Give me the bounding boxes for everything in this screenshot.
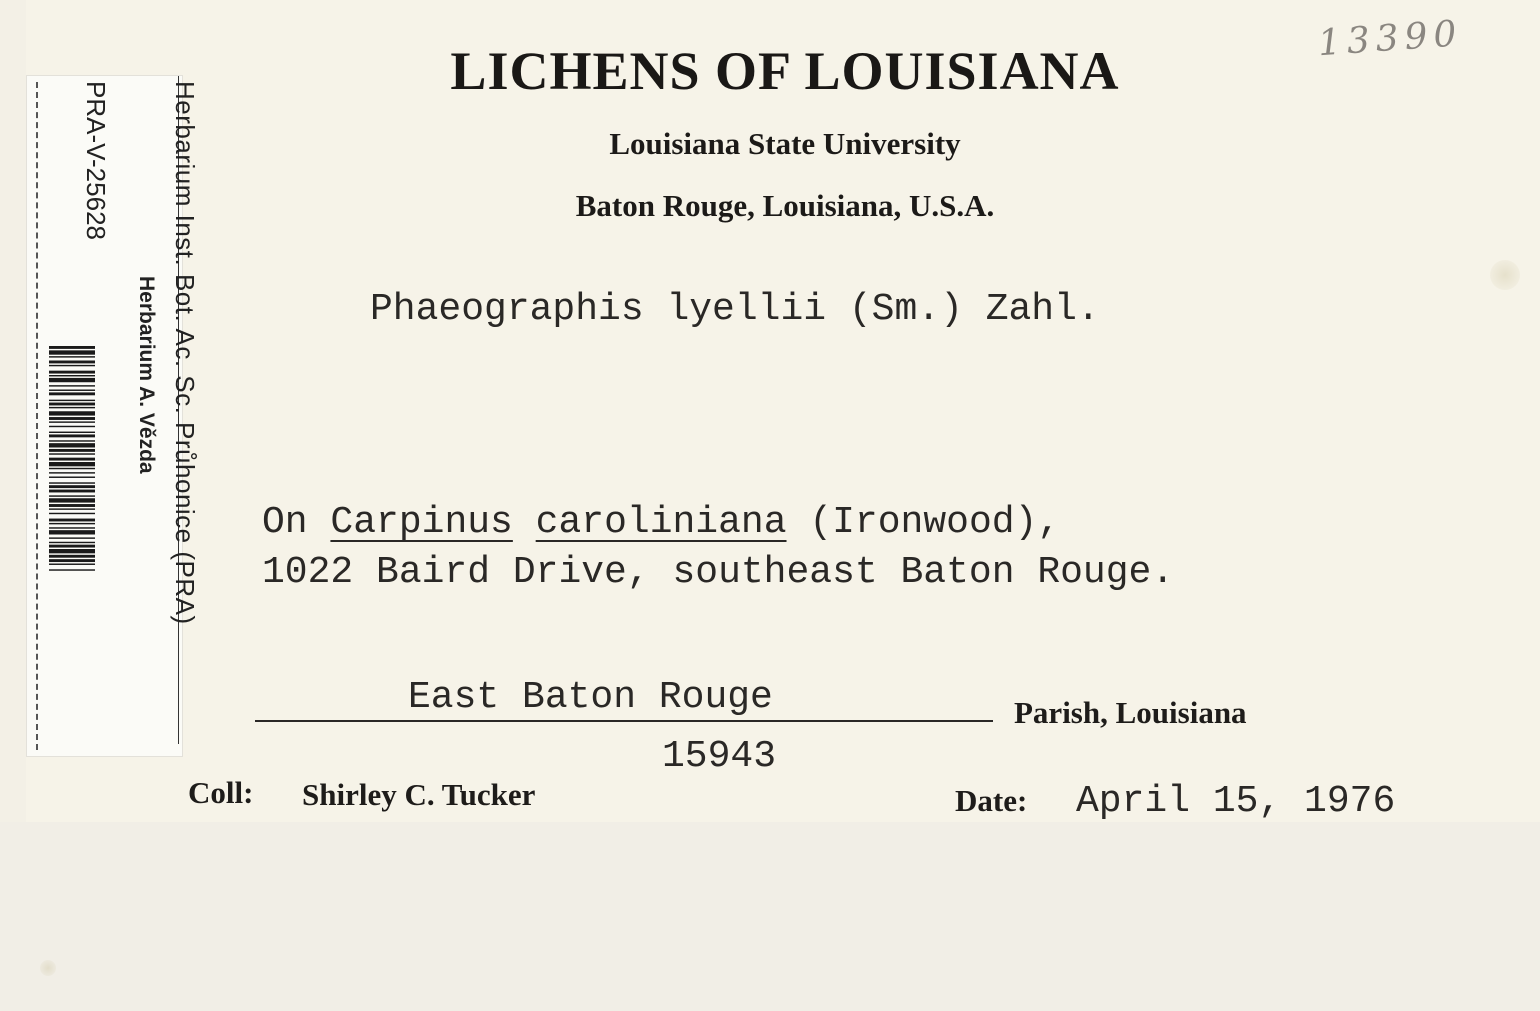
substrate-genus: Carpinus (330, 501, 513, 544)
barcode-bar (49, 365, 95, 366)
barcode-bar (49, 361, 95, 364)
barcode-bar (49, 495, 95, 496)
barcode-bar (49, 498, 95, 502)
locality-prefix: On (262, 501, 331, 544)
barcode-bar (49, 545, 95, 548)
barcode-bar (49, 400, 95, 401)
sticker-institution: Herbarium Inst. Bot. Ac. Sc. Průhonice (PRA) (170, 81, 200, 625)
barcode-bar (49, 508, 95, 509)
barcode-bar (49, 385, 95, 386)
barcode-bar (49, 564, 95, 565)
barcode-bar (49, 378, 95, 382)
barcode-bar (49, 542, 95, 543)
barcode-bar (49, 449, 95, 452)
collector-name: Shirley C. Tucker (302, 777, 536, 812)
barcode-bar (49, 453, 95, 454)
paper-stain (1490, 260, 1520, 290)
date-label: Date: (955, 783, 1028, 818)
locality-line-1 (262, 501, 1060, 544)
barcode-bar (49, 555, 95, 558)
parish-underline (255, 720, 993, 722)
handwritten-accession-number: 13390 (1316, 13, 1464, 65)
barcode (49, 346, 95, 734)
barcode-bar (49, 504, 95, 507)
barcode-bar (49, 350, 95, 354)
barcode-bar (49, 462, 95, 466)
paper-stain (40, 960, 56, 976)
barcode-bar (49, 513, 95, 514)
barcode-bar (49, 537, 95, 538)
barcode-bar (49, 375, 95, 376)
barcode-bar (49, 426, 95, 427)
substrate-common-name: (Ironwood), (786, 501, 1061, 544)
barcode-bar (49, 519, 95, 522)
barcode-bar (49, 477, 95, 478)
barcode-bar (49, 549, 95, 553)
barcode-bar (49, 530, 95, 534)
barcode-bar (49, 440, 95, 441)
barcode-bar (49, 523, 95, 524)
collection-number: 15943 (662, 735, 777, 778)
taxon-name: Phaeographis lyellii (Sm.) Zahl. (370, 288, 1100, 331)
barcode-bar (49, 559, 95, 562)
barcode-bar (49, 392, 95, 395)
specimen-label (26, 0, 1540, 823)
barcode-bar (49, 527, 95, 528)
barcode-sticker (26, 75, 200, 757)
barcode-bar (49, 443, 95, 447)
barcode-bar (49, 472, 95, 473)
collection-date: April 15, 1976 (1076, 780, 1396, 823)
barcode-bar (49, 411, 95, 415)
barcode-bar (49, 569, 95, 570)
locality-line-2: 1022 Baird Drive, southeast Baton Rouge. (262, 551, 1175, 594)
barcode-bar (49, 421, 95, 422)
sticker-collection: Herbarium A. Vězda (135, 276, 158, 474)
barcode-bar (49, 346, 95, 349)
parish-label: Parish, Louisiana (1014, 695, 1247, 730)
barcode-bar (49, 407, 95, 408)
institution-location: Baton Rouge, Louisiana, U.S.A. (575, 188, 995, 223)
specimen-id: PRA-V-25628 (81, 81, 111, 240)
sticker-perforation (36, 82, 38, 750)
barcode-bar (49, 434, 95, 437)
barcode-bar (49, 417, 95, 420)
barcode-bar (49, 356, 95, 357)
barcode-bar (49, 490, 95, 493)
barcode-bar (49, 482, 95, 483)
collector-label: Coll: (188, 775, 254, 810)
barcode-bar (49, 403, 95, 406)
barcode-bar (49, 458, 95, 461)
barcode-bar (49, 468, 95, 469)
herbarium-sheet (0, 822, 1540, 1011)
label-title: LICHENS OF LOUISIANA (450, 41, 1120, 101)
barcode-bar (49, 371, 95, 374)
barcode-bar (49, 390, 95, 391)
barcode-bar (49, 485, 95, 488)
institution-name: Louisiana State University (609, 126, 961, 161)
parish-value: East Baton Rouge (408, 676, 773, 719)
substrate-species: caroliniana (535, 501, 787, 544)
barcode-bar (49, 432, 95, 433)
